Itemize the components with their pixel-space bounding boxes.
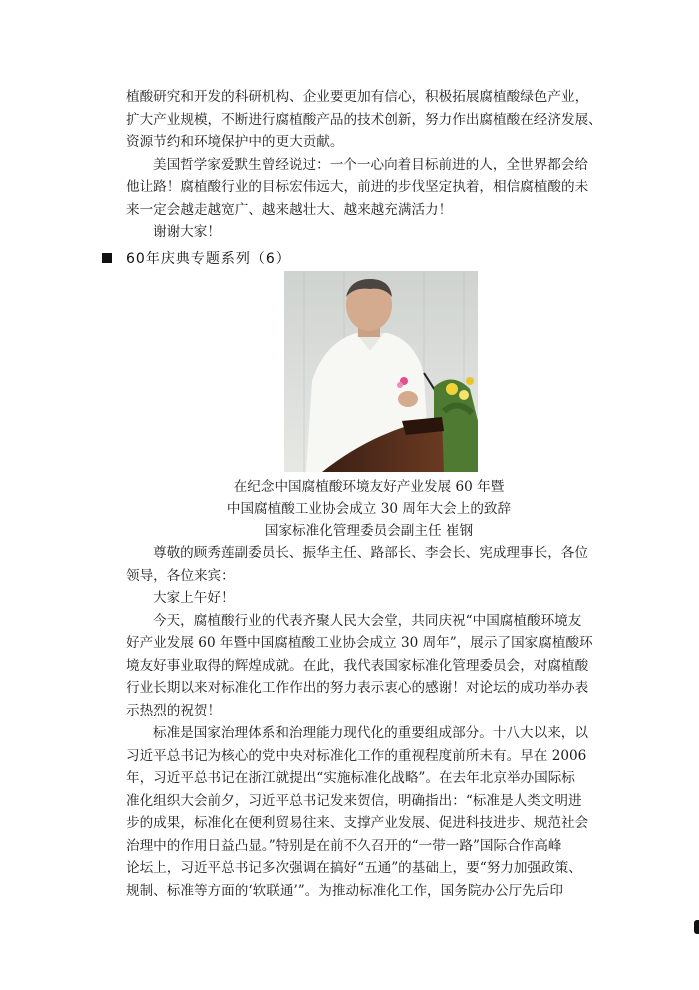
text-line: 标准是国家治理体系和治理能力现代化的重要组成部分。十八大以来，以	[153, 725, 588, 741]
caption-line: 中国腐植酸工业协会成立 30 周年大会上的致辞	[226, 501, 512, 517]
speaker-photo	[284, 271, 478, 472]
text-line: 尊敬的顾秀莲副委员长、振华主任、路部长、李会长、宪成理事长，各位	[153, 545, 588, 561]
square-bullet-icon	[102, 253, 112, 263]
text-line: 美国哲学家爱默生曾经说过：一个一心向着目标前进的人，全世界都会给	[153, 156, 588, 173]
section-heading-label: 60年庆典专题系列（6）	[126, 251, 291, 267]
text-line: 习近平总书记为核心的党中央对标准化工作的重视程度前所未有。早在 2006	[126, 747, 587, 764]
text-line: 年，习近平总书记在浙江就提出“实施标准化战略”。在去年北京举办国际标	[126, 770, 575, 786]
speaker-photo-illustration	[284, 271, 478, 472]
text-line: 治理中的作用日益凸显。”特别是在前不久召开的“一带一路”国际合作高峰	[126, 837, 562, 854]
text-line: 规制、标准等方面的‘软联通’”。为推动标准化工作，国务院办公厅先后印	[126, 882, 563, 899]
speech-body	[126, 542, 612, 902]
text-line: 领导，各位来宾：	[126, 567, 235, 584]
photo-caption	[126, 476, 612, 542]
text-line: 行业长期以来对标准化工作作出的努力表示衷心的感谢！对论坛的成功举办表	[126, 680, 589, 696]
caption-line: 在纪念中国腐植酸环境友好产业发展 60 年暨	[233, 479, 505, 495]
text-line: 今天，腐植酸行业的代表齐聚人民大会堂，共同庆祝“中国腐植酸环境友	[153, 612, 582, 629]
text-line: 植酸研究和开发的科研机构、企业要更加有信心，积极拓展腐植酸绿色产业，	[126, 89, 589, 105]
text-line: 他让路！腐植酸行业的目标宏伟远大，前进的步伐坚定执着，相信腐植酸的未	[126, 179, 589, 195]
text-line: 示热烈的祝贺！	[126, 702, 222, 719]
text-line: 谢谢大家！	[153, 224, 221, 240]
closing-section	[126, 86, 612, 244]
text-line: 境友好事业取得的辉煌成就。在此，我代表国家标准化管理委员会，对腐植酸	[126, 657, 589, 674]
section-heading	[102, 248, 291, 268]
text-line: 好产业发展 60 年暨中国腐植酸工业协会成立 30 周年”，展示了国家腐植酸环	[126, 635, 593, 651]
text-line: 论坛上，习近平总书记多次强调在搞好“五通”的基础上，要“努力加强政策、	[126, 860, 582, 876]
text-line: 来一定会越走越宽广、越来越壮大、越来越充满活力！	[126, 201, 453, 218]
text-line: 步的成果，标准化在便利贸易往来、支撑产业发展、促进科技进步、规范社会	[126, 815, 589, 831]
text-line: 大家上午好！	[153, 590, 235, 606]
caption-line: 国家标准化管理委员会副主任 崔钢	[264, 523, 474, 539]
text-line: 准化组织大会前夕，习近平总书记发来贺信，明确指出：“标准是人类文明进	[126, 792, 582, 809]
page-edge-mark	[694, 920, 699, 934]
text-line: 扩大产业规模，不断进行腐植酸产品的技术创新，努力作出腐植酸在经济发展、	[126, 111, 602, 128]
text-line: 资源节约和环境保护中的更大贡献。	[126, 134, 344, 150]
